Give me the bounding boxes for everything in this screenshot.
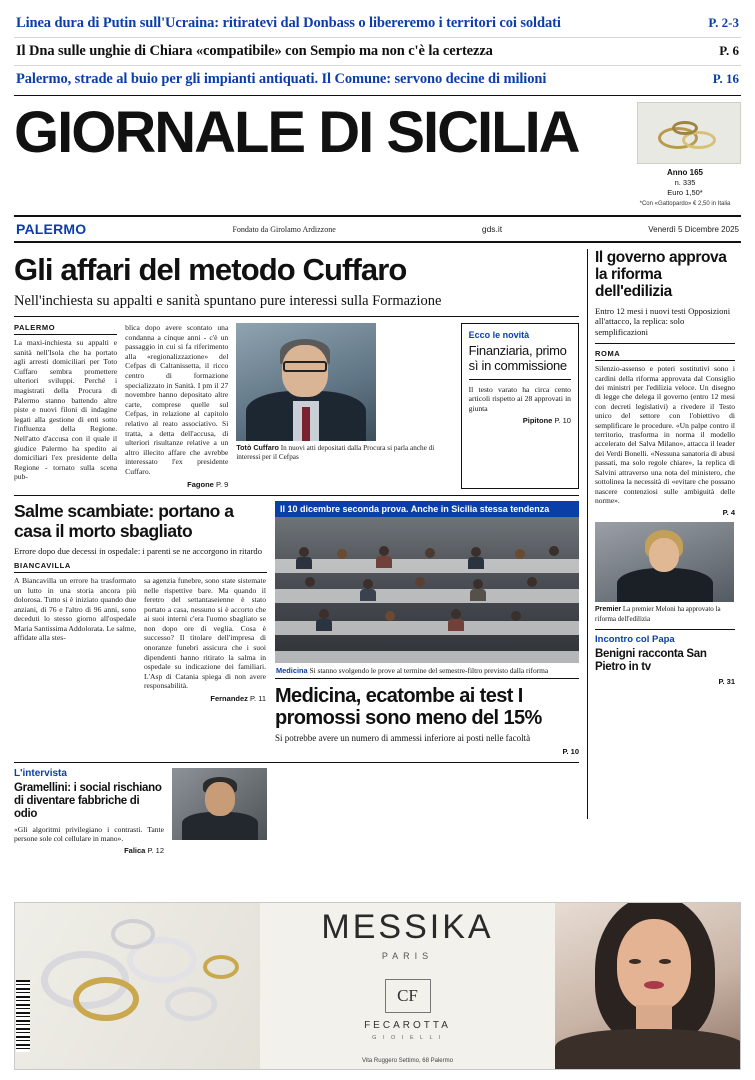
gramellini-photo [172,768,267,840]
sidebar-page: P. 4 [722,508,735,518]
lead-article [14,323,579,489]
secondary-section [14,501,579,756]
salme-body-1: A Biancavilla un errore ha trasformato un lutto in una storia ancora più dolorosa. Tutto si è iniziato quando due anziani, di 76 e l'altro di 96 anni, sono deceduti lo stesso giorno all'ospedale Maria Santissima Addolorata. Le salme, affidate alla stes- [14,575,136,643]
top-teasers [14,10,741,96]
novita-box[interactable] [461,323,579,489]
medicina-strip: Il 10 dicembre seconda prova. Anche in Sicilia stessa tendenza [275,501,579,517]
masthead-title: GIORNALE DI SICILIA [14,100,579,165]
salme-kicker: BIANCAVILLA [14,561,267,573]
ad-dealer-name: FECAROTTA [364,1020,451,1031]
ad-address: Vita Ruggero Settimo, 68 Palermo [362,1058,453,1064]
issue-info [629,168,741,209]
publication-date: Venerdì 5 Dicembre 2025 [648,224,739,234]
masthead [14,96,741,209]
interview-byline [14,846,164,855]
barcode-lines [16,980,30,1052]
teaser-page: P. 16 [712,71,739,86]
sidebar-title[interactable]: Il governo approva la riforma dell'edilizia [595,249,727,300]
salme-body-2: sa agenzia funebre, sono state sistemate nelle rispettive bare. Ma quando il feretro del settantaseienne è stato portato a casa, nessuno si è accorto che ai suoi interni c'era l'uomo sbagliato se non dopo ore di veglia. Cosa è successo? Il titolare dell'impresa di onoranze funebri assicura che i suoi dipendenti hanno ritirato la salma in ospedale su indicazione dei familiari. L'Asp di Catania spiega di non avere responsabilità. [144,575,266,691]
caption-text: Si stanno svolgendo le prove al termine del semestre-filtro previsto dalla riforma [309,665,549,675]
ad-dealer-subtitle: G I O I E L L I [372,1035,443,1041]
interview-block[interactable] [14,762,579,856]
medicina-caption [275,663,579,679]
jewelry-logo-image [637,102,741,164]
interview-text [14,768,164,856]
medicina-article[interactable] [275,501,579,756]
papa-block[interactable] [595,629,735,686]
sidebar-body: Silenzio-assenso e poteri sostitutivi sono i cardini della riforma approvata dal Consiglio dei ministri per l'edilizia veloce. Un disegno di legge che delega il governo (entro 12 mesi con decreti legislativi) a rivedere il Testo unico del settore con l'obiettivo di semplificare le procedure. «Un palpe contro il territorio, trasforma in norma il modello accelerato del Salva Milano», attacca il leader dei Verdi Bonelli. «Nessuna sanatoria di abusi passati, ma solo regole chiare», la replica di Salvini attraverso una nota del ministero, che sottolinea la necessità di «evitare che possano nascere contenziosi sulle ambiguità delle norme». [595,364,735,505]
dealer-logo-icon: CF [385,979,431,1013]
ad-model-image [555,903,740,1069]
cuffaro-photo-caption [236,444,452,461]
interview-kicker: L'intervista [14,767,67,779]
masthead-right [629,102,741,209]
ad-brand-subtitle: PARIS [381,951,434,961]
teaser-page: P. 2-3 [708,15,739,30]
sidebar-kicker: ROMA [595,349,735,361]
medicina-title: Medicina, ecatombe ai test I promossi sono meno del 15% [275,684,542,729]
website-link[interactable]: gds.it [481,224,503,234]
caption-name: Totò Cuffaro [236,443,279,452]
lead-subhead: Nell'inchiesta su appalti e sanità spuntano pure interessi sulla Formazione [14,293,579,317]
byline-page: P. 10 [554,416,571,426]
founder-text: Fondato da Girolamo Ardizzone [232,224,336,234]
caption-tag: Medicina [276,665,308,675]
lead-column-1 [14,323,117,489]
lead-kicker: PALERMO [14,323,117,335]
main-column [14,249,579,856]
byline-page: P. 12 [147,846,164,856]
byline-name: Fagone [187,479,214,489]
salme-subtitle: Errore dopo due decessi in ospedale: i parenti se ne accorgono in ritardo [14,545,263,556]
edition-bar [14,215,741,243]
issue-number: n. 335 [674,178,696,187]
papa-page: P. 31 [718,677,735,687]
teaser-text: Il Dna sulle unghie di Chiara «compatibile» con Sempio ma non c'è la certezza [16,43,493,59]
lead-byline [125,480,228,489]
novita-byline [469,416,571,425]
medicina-page: P. 10 [562,746,579,756]
interview-body: «Gli algoritmi privilegiano i contrasti. Tante persone sole col cellulare in mano». [14,824,164,843]
issue-note: *Con «Gattopardo» € 2,50 in Italia [639,201,731,207]
novita-body: Il testo varato ha circa cento articoli rispetto ai 28 approvati in giunta [469,379,571,413]
papa-title: Benigni racconta San Pietro in tv [595,648,707,674]
byline-name: Fernandez [210,694,248,704]
caption-text: La premier Meloni ha approvato la riforma dell'edilizia [595,605,721,623]
teaser-item[interactable] [14,66,741,93]
ad-jewelry-image [15,903,260,1069]
medicina-subtitle: Si potrebbe avere un numero di ammessi inferiore ai posti nelle facoltà [275,732,531,743]
teaser-item[interactable] [14,10,741,38]
ad-brand-name: MESSIKA [321,908,494,946]
meloni-photo-caption [595,605,735,623]
lead-column-2 [125,323,228,489]
caption-text: In nuovi atti depositati dalla Procura si parla anche di interessi per il Cefpas [236,444,435,461]
ad-brand-block [260,903,555,1069]
salme-byline [144,694,266,703]
barcode [16,980,30,1066]
meloni-photo [595,522,734,602]
cuffaro-photo [236,323,376,441]
byline-page: P. 9 [215,479,229,489]
interview-title: Gramellini: i social rischiano di diventare fabbriche di odio [14,781,162,820]
edition-name: PALERMO [16,221,87,237]
issue-price: Euro 1,50* [667,188,703,197]
byline-name: Falica [124,846,146,856]
papa-kicker: Incontro col Papa [595,634,675,646]
lead-headline[interactable]: Gli affari del metodo Cuffaro [14,252,407,287]
teaser-item[interactable] [14,38,741,66]
novita-kicker: Ecco le novità [468,330,530,340]
teaser-text: Linea dura di Putin sull'Ucraina: ritiratevi dal Donbass o libereremo i territori coi soldati [16,15,561,31]
advertisement-banner[interactable] [14,902,741,1070]
teaser-text: Palermo, strade al buio per gli impianti antiquati. Il Comune: servono decine di milioni [16,71,547,87]
classroom-photo [275,517,579,663]
sidebar-subtitle: Entro 12 mesi i nuovi testi Opposizioni all'attacco, la replica: solo semplificazioni [595,306,735,344]
byline-page: P. 11 [250,694,266,704]
byline-name: Pipitone [522,416,553,426]
salme-title: Salme scambiate: portano a casa il morto sbagliato [14,500,234,541]
lead-body-1: La maxi-inchiesta su appalti e sanità nell'Isola che ha portato agli arresti domiciliari per Toto Cuffaro sembra promettere ulteriori sviluppi. Perché i magistrati della Procura di Palermo stanno battendo altre piste e nuovi filoni di indagine legati alla gestione di enti sotto l'influenza della Regione. Nell'atto d'accusa con il quale il giudice Palermo ha spedito ai domiciliari l'ex presidente della Regione - tornato sulla scena pub- [14,338,118,482]
issue-year: Anno 165 [666,168,703,177]
page-body [14,249,741,856]
novita-title: Finanziaria, primo sì in commissione [468,343,567,373]
lead-photo-block [236,323,452,489]
sidebar-column [587,249,735,819]
caption-name: Premier [595,606,622,614]
lead-body-2: blica dopo avere scontato una condanna a cinque anni - c'è un passaggio in cui si fa riferimento alla «regionalizzazione» del Cefpas di Caltanissetta, il ricco centro di formazione specializzato in Sanità. I pm il 27 novembre hanno depositato altre carte, comprese quelle sul Cefpas, in relazione al capitolo relativo al reato associativo. Si tratta, a detta dell'accusa, di ulteriori risultanze relative a un altro illecito affare che avrebbe interessato l'ex presidente Cuffaro. [125,323,229,476]
salme-article[interactable] [14,501,267,756]
teaser-page: P. 6 [719,43,739,58]
